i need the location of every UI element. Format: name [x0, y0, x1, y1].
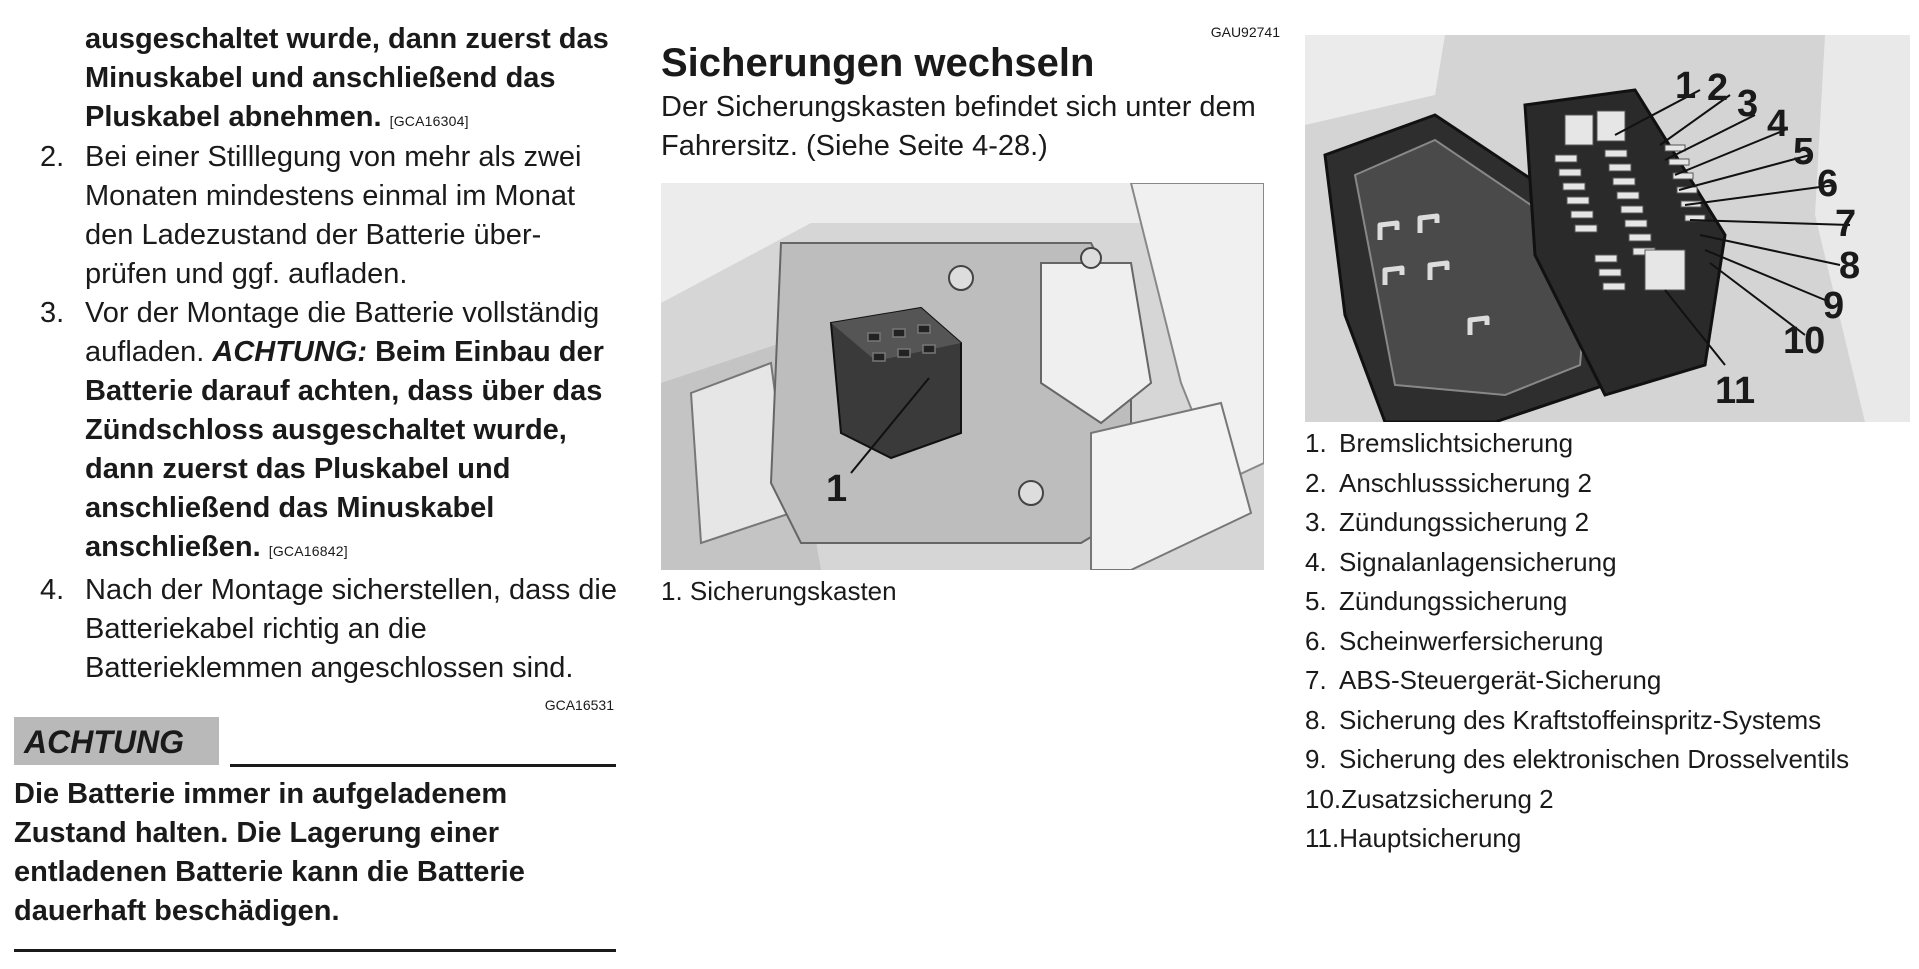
fuse-box-location-photo: [661, 183, 1264, 570]
fuse-box-detail-photo: [1305, 35, 1910, 422]
list-item: [1305, 503, 1919, 543]
photo-caption: 1. Sicherungskasten: [661, 576, 897, 606]
list-item: [1305, 582, 1919, 622]
callout-2: 2: [1707, 67, 1729, 109]
callout-4: 4: [1767, 103, 1789, 145]
procedure-steps: [0, 138, 620, 688]
step-3: [0, 294, 620, 571]
fuse-label: Anschlusssicherung 2: [1339, 467, 1592, 498]
list-item: [1305, 819, 1919, 859]
warning-code: [GCA16842]: [268, 543, 348, 559]
fuse-label: Sicherung des Kraftstoffeinspritz-Systems: [1339, 704, 1822, 735]
fuse-label: Sicherung des elektronischen Drosselventils: [1339, 744, 1850, 774]
section-paragraph: Der Sicherungskasten befindet sich unter dem Fahrersitz. (Siehe Seite 4-28.): [661, 91, 1256, 162]
warning-label: ACHTUNG:: [212, 336, 368, 368]
warning-text: Beim Einbau der Batterie darauf achten, dass über das Zündschloss ausgeschaltet wurde, dann zuerst das Pluskabel und anschließend das Minuskabel anschließen.: [85, 336, 604, 563]
lead-code: [GCA16304]: [389, 113, 469, 129]
step-number: 4.: [40, 574, 65, 606]
fuse-number: 11.: [1305, 823, 1340, 853]
step-4: [0, 571, 620, 688]
step-text: Nach der Montage sicherstellen, dass die Batteriekabel richtig an die Batterieklemmen angeschlossen sind.: [85, 574, 617, 684]
callout-5: 5: [1793, 131, 1815, 173]
section-heading: Sicherungen wechseln: [661, 41, 1095, 85]
fuse-number: 8.: [1305, 704, 1327, 735]
list-item: [1305, 780, 1919, 820]
list-item: [1305, 424, 1919, 464]
photo-callout-1: 1: [826, 468, 848, 510]
list-item: [1305, 740, 1919, 780]
fuse-label: Bremslichtsicherung: [1339, 428, 1574, 458]
fuse-number: 1.: [1305, 428, 1327, 458]
callout-9: 9: [1823, 285, 1845, 327]
lead-text: ausgeschaltet wurde, dann zuerst das Minuskabel und anschließend das Pluskabel abnehmen.: [85, 23, 609, 133]
fuse-number: 9.: [1305, 744, 1327, 774]
notice-code: GCA16531: [544, 697, 614, 713]
callout-10: 10: [1783, 320, 1826, 362]
fuse-label: Scheinwerfersicherung: [1339, 625, 1604, 656]
callout-11: 11: [1715, 370, 1756, 412]
list-item: [1305, 464, 1919, 504]
fuse-label: Signalanlagensicherung: [1339, 546, 1617, 577]
fuse-label: Hauptsicherung: [1339, 823, 1522, 853]
ref-code: GAU92741: [1210, 24, 1280, 40]
list-item: [1305, 661, 1919, 701]
achtung-rule-bottom: [14, 949, 616, 952]
step-2: [0, 138, 620, 294]
fuse-legend-list: [1305, 424, 1919, 859]
callout-3: 3: [1737, 83, 1759, 125]
achtung-text: Die Batterie immer in aufgeladenem Zustand halten. Die Lagerung einer entladenen Batterie kann die Batterie dauerhaft beschädigen.: [14, 778, 525, 927]
list-item: [1305, 622, 1919, 662]
fuse-number: 4.: [1305, 546, 1327, 577]
fuse-label: Zündungssicherung 2: [1339, 507, 1590, 537]
callout-6: 6: [1817, 163, 1839, 205]
step-number: 2.: [40, 141, 65, 173]
fuse-number: 7.: [1305, 665, 1327, 695]
fuse-box-detail-illustration: [1305, 35, 1910, 422]
fuse-number: 5.: [1305, 586, 1327, 616]
fuse-number: 10.: [1305, 783, 1342, 814]
achtung-title: ACHTUNG: [24, 724, 184, 760]
fuse-number: 2.: [1305, 467, 1327, 498]
fuse-number: 3.: [1305, 507, 1327, 537]
callout-7: 7: [1835, 203, 1857, 245]
list-item: [1305, 543, 1919, 583]
list-item: [1305, 701, 1919, 741]
step-text: Bei einer Stilllegung von mehr als zwei Monaten mindestens einmal im Monat den Ladezustand der Batterie über-prüfen und ggf. aufladen.: [85, 141, 582, 290]
fuse-number: 6.: [1305, 625, 1327, 656]
lead-warning-text: [85, 20, 615, 141]
fuse-label: Zusatzsicherung 2: [1341, 783, 1554, 814]
fuse-label: Zündungssicherung: [1339, 586, 1568, 616]
fuse-label: ABS-Steuergerät-Sicherung: [1339, 665, 1662, 695]
step-number: 3.: [40, 297, 65, 329]
callout-8: 8: [1839, 245, 1861, 287]
step-text: Vor der Montage die Batterie vollständig aufladen.: [85, 297, 600, 368]
fuse-box-location-illustration: [661, 183, 1264, 570]
callout-1: 1: [1675, 65, 1697, 107]
achtung-rule-top: [230, 764, 616, 767]
